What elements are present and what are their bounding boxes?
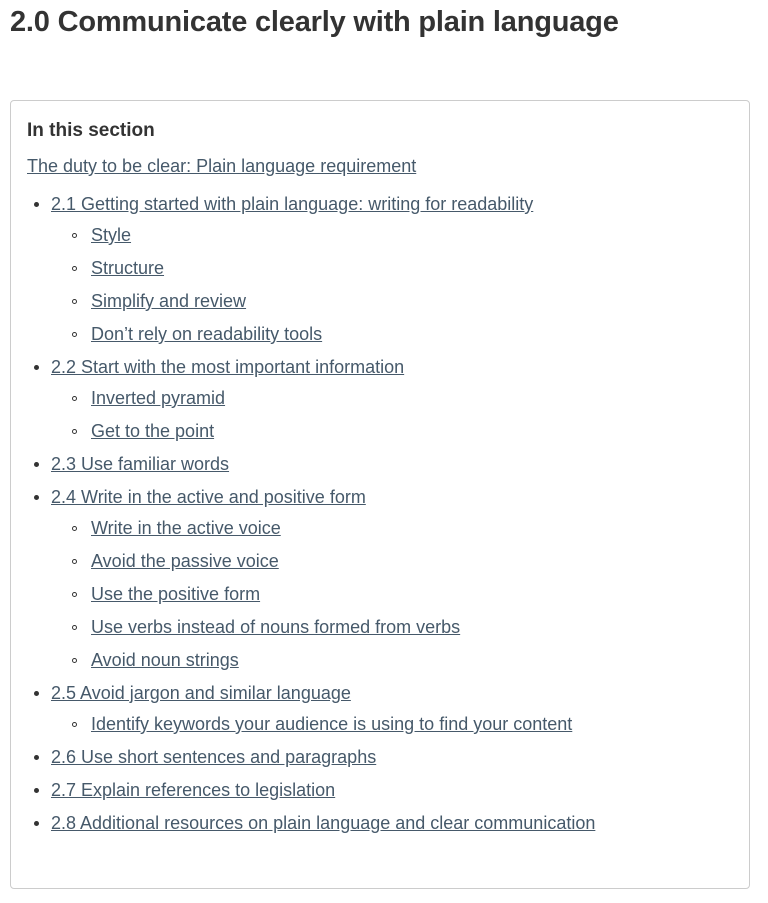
page-title: 2.0 Communicate clearly with plain language [10,6,619,38]
sub-list-item [51,419,729,444]
sub-list-item [51,386,729,411]
toc-sublink[interactable]: Avoid the passive voice [91,551,279,571]
list-item [27,777,729,803]
toc-sublink[interactable]: Write in the active voice [91,518,281,538]
table-of-contents-sublist [51,386,729,444]
sub-list-item [51,615,729,640]
toc-sublink[interactable]: Style [91,225,132,245]
toc-link[interactable]: 2.4 Write in the active and positive form [51,487,366,507]
sub-list-item [51,549,729,574]
list-item [27,191,729,347]
sub-list-item [51,582,729,607]
sub-list-item [51,256,729,281]
toc-link[interactable]: 2.1 Getting started with plain language: writing for readability [51,194,534,214]
toc-sublink[interactable]: Don’t rely on readability tools [91,324,323,344]
toc-sublink[interactable]: Identify keywords your audience is using to find your content [91,714,573,734]
toc-link[interactable]: 2.5 Avoid jargon and similar language [51,683,351,703]
table-of-contents-sublist [51,712,729,737]
sub-list-item [51,516,729,541]
in-this-section-card [10,100,750,889]
table-of-contents-list [27,191,729,836]
sub-list-item [51,712,729,737]
list-item [27,354,729,444]
toc-sublink[interactable]: Avoid noun strings [91,650,239,670]
toc-link[interactable]: 2.8 Additional resources on plain language and clear communication [51,813,596,833]
sub-list-item [51,648,729,673]
toc-sublink[interactable]: Use verbs instead of nouns formed from verbs [91,617,461,637]
toc-link[interactable]: 2.2 Start with the most important information [51,357,405,377]
in-this-section-heading: In this section [27,120,155,141]
toc-sublink[interactable]: Get to the point [91,421,215,441]
toc-sublink[interactable]: Use the positive form [91,584,261,604]
toc-link[interactable]: 2.7 Explain references to legislation [51,780,336,800]
list-item [27,744,729,770]
list-item [27,484,729,673]
toc-link[interactable]: 2.3 Use familiar words [51,454,230,474]
table-of-contents-sublist [51,516,729,673]
sub-list-item [51,223,729,248]
list-item [27,451,729,477]
sub-list-item [51,322,729,347]
intro-link-paragraph [27,154,729,179]
sub-list-item [51,289,729,314]
list-item [27,810,729,836]
toc-sublink[interactable]: Structure [91,258,165,278]
link-plain-language-requirement[interactable]: The duty to be clear: Plain language requirement [27,156,417,176]
toc-sublink[interactable]: Simplify and review [91,291,247,311]
list-item [27,680,729,737]
toc-sublink[interactable]: Inverted pyramid [91,388,226,408]
table-of-contents-sublist [51,223,729,347]
toc-link[interactable]: 2.6 Use short sentences and paragraphs [51,747,377,767]
